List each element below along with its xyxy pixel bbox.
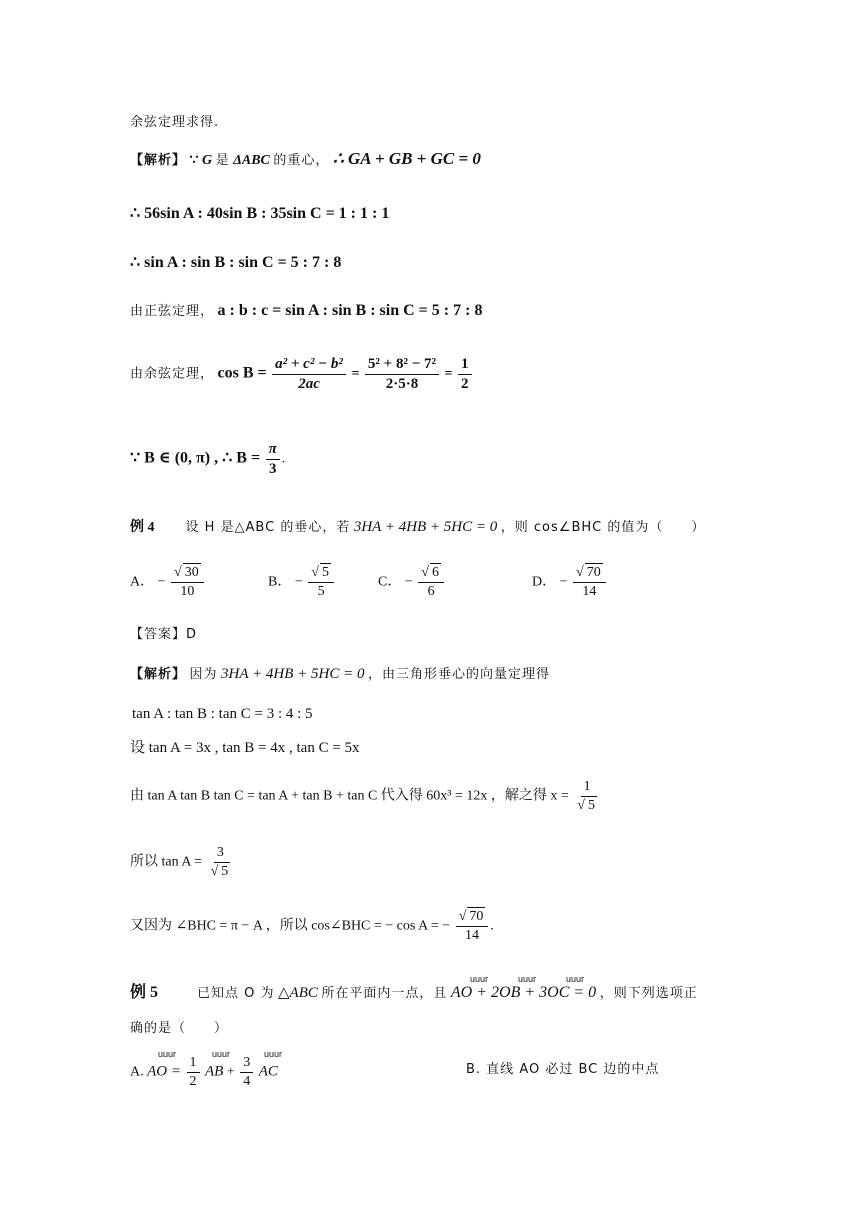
stem-text-b: ，则 cos∠BHC 的值为（ ）: [500, 520, 706, 535]
fraction-2: $\frac{\text{5² + 8² − 7²}}{2\cdot 5\cdot 8}$: [365, 357, 439, 392]
ex5-option-B[interactable]: B. 直线 AO 必过 BC 边的中点: [466, 1062, 660, 1077]
option-D-fraction: $\frac{√ 70}{14}$: [573, 566, 606, 599]
ex5-option-A[interactable]: A. AO = $\frac{1}{2}$ AB + $\frac{3}{4}$ AC: [130, 1055, 278, 1089]
option-C-fraction: $\frac{√ 6}{6}$: [418, 566, 444, 599]
three-quarters-fraction: $\frac{3}{4}$: [240, 1056, 253, 1089]
vector-AB: AB: [205, 1063, 224, 1080]
sol-text-a: 因为: [189, 667, 218, 682]
solution-tag: 【解析】: [130, 667, 187, 682]
triangle-abc: △ABC: [278, 985, 318, 1001]
garbled-vector-mark: uuur: [566, 974, 585, 984]
law-of-cosines-label: 由余弦定理，: [130, 366, 215, 382]
example-5-label: 例 5: [130, 984, 159, 1001]
fraction-3: $\frac{1}{2}$: [458, 357, 472, 392]
option-label: A.: [130, 1064, 144, 1080]
ex4-solution-line-5: [130, 846, 235, 879]
solution-line-6: ∵ B ∈ (0, π) , ∴ B = $\frac{\pi}{3}$ .: [130, 441, 286, 477]
solution-tag: 【解析】: [130, 153, 187, 168]
text-is: 是: [215, 153, 230, 168]
option-A[interactable]: A． − $\frac{√ 30}{10}$: [130, 566, 206, 599]
option-B-fraction: $\frac{√ 5}{5}$: [308, 566, 334, 599]
solution-line-5: 由余弦定理， cos B = $\frac{\text{a² + c² − b²}}{2ac}$ = $\frac{\text{5² + 8² − 7²}}{2\cdot 5\cdot 8}$ = $\frac{1}{2}$: [130, 357, 474, 392]
law-of-sines-expr: a : b : c = sin A : sin B : sin C = 5 : 7 : 8: [217, 302, 483, 319]
text-centroid: 的重心，: [273, 153, 330, 168]
fraction-1: $\frac{\text{a² + c² − b²}}{2ac}$: [272, 357, 346, 392]
tanA-fraction: $\frac{3}{√ 5}$: [210, 845, 229, 879]
sol-text-b: ，由三角形垂心的向量定理得: [367, 667, 550, 682]
stem-text-b: 所在平面内一点，且: [321, 986, 448, 1001]
because-symbol: ∵: [189, 153, 199, 168]
cos-angle-text: 又因为 ∠BHC = π − A ，所以 cos∠BHC = − cos A = −: [130, 918, 451, 934]
option-label: B．: [268, 574, 292, 590]
option-B[interactable]: B． − $\frac{√ 5}{5}$: [268, 566, 336, 599]
garbled-vector-mark: uuur: [518, 974, 537, 984]
pi-over-3: $\frac{\pi}{3}$: [266, 442, 280, 477]
option-D[interactable]: D． − $\frac{√ 70}{14}$: [532, 566, 608, 599]
option-C[interactable]: C． − $\frac{√ 6}{6}$: [378, 566, 446, 599]
solution-line-1: [130, 150, 481, 168]
stem-text-c: ，则下列选项正: [599, 986, 698, 1001]
ex4-solution-line-4: [130, 780, 602, 813]
cos-angle-fraction: $\frac{√ 70}{14}$: [456, 910, 489, 943]
option-label: D．: [532, 574, 557, 590]
example-4-stem: [130, 520, 705, 535]
law-of-sines-label: 由正弦定理，: [130, 304, 215, 319]
garbled-vector-mark: uuur: [264, 1049, 283, 1059]
AO-lhs: AO =: [147, 1063, 181, 1080]
solution-line-4: [130, 303, 482, 319]
stem-text-a: 已知点 O 为: [197, 986, 275, 1001]
ex4-solution-line-6: 又因为 ∠BHC = π − A ，所以 cos∠BHC = − cos A = − $\frac{√ 70}{14}$ .: [130, 909, 494, 943]
example-5-stem-cont: 确的是（ ）: [130, 1021, 229, 1036]
triangle-abc: ΔABC: [233, 153, 270, 168]
half-fraction: $\frac{1}{2}$: [187, 1056, 200, 1089]
cosB-lhs: cos B =: [217, 364, 267, 382]
orthocenter-vector-eq: 3HA + 4HB + 5HC = 0: [221, 666, 365, 682]
ex4-solution-line-2: tan A : tan B : tan C = 3 : 4 : 5: [132, 706, 313, 722]
vector-AC: AC: [258, 1063, 278, 1080]
garbled-vector-mark: uuur: [470, 974, 489, 984]
example-5-stem: [130, 985, 698, 1001]
orthocenter-vector-eq: 3HA + 4HB + 5HC = 0: [353, 519, 498, 535]
solution-line-3: ∴ sin A : sin B : sin C = 5 : 7 : 8: [130, 254, 342, 271]
substitution-text: 由 tan A tan B tan C = tan A + tan B + tan C 代入得 60x³ = 12x ，解之得 x =: [130, 788, 569, 804]
vector-sum-zero: ∴ GA + GB + GC = 0: [332, 149, 481, 168]
option-label: C．: [378, 574, 402, 590]
option-label: A．: [130, 574, 155, 590]
garbled-vector-mark: uuur: [212, 1049, 231, 1059]
angle-range: ∵ B ∈ (0, π) , ∴ B =: [130, 449, 261, 467]
example-4-label: 例 4: [130, 520, 155, 535]
centroid-letter: G: [201, 153, 213, 168]
x-value-fraction: $\frac{1}{√ 5}$: [577, 779, 595, 813]
garbled-vector-mark: uuur: [158, 1049, 177, 1059]
option-A-fraction: $\frac{√ 30}{10}$: [171, 566, 204, 599]
weighted-vector-eq: AO + 2OB + 3OC = 0: [450, 984, 597, 1001]
solution-line-2: ∴ 56sin A : 40sin B : 35sin C = 1 : 1 : 1: [130, 205, 390, 222]
ex4-solution-line-1: [130, 667, 550, 682]
tanA-text: 所以 tan A =: [130, 854, 203, 870]
stem-text-a: 设 H 是△ABC 的垂心，若: [185, 520, 351, 535]
intro-text: 余弦定理求得.: [130, 115, 220, 130]
answer-line: 【答案】D: [130, 627, 198, 642]
ex4-solution-line-3: 设 tan A = 3x , tan B = 4x , tan C = 5x: [130, 740, 360, 756]
